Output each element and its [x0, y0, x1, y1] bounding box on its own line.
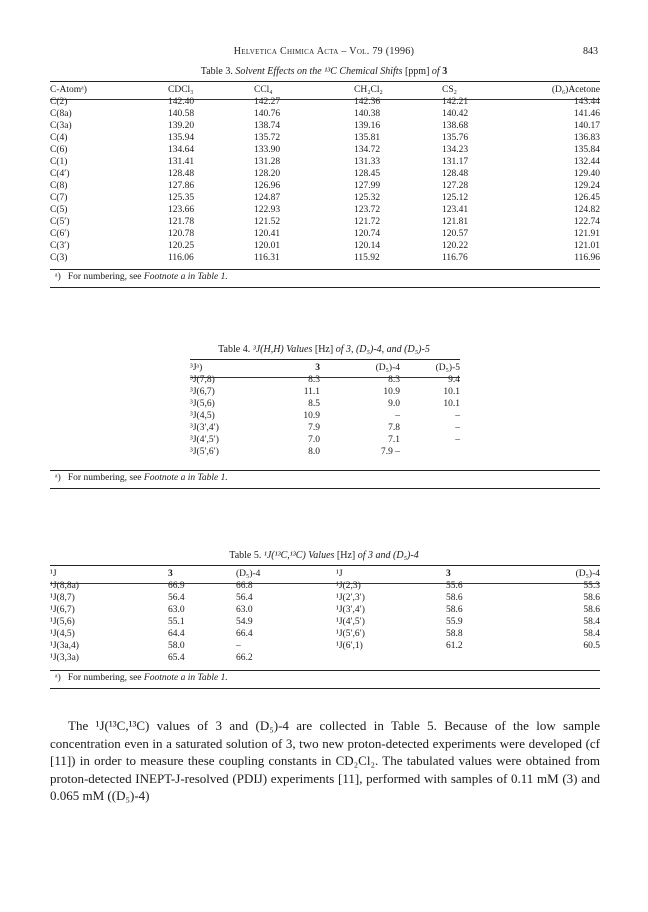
table-cell: ¹J(2′,3′) — [336, 593, 365, 603]
t3-h-acetone: (D₆)Acetone — [551, 85, 600, 95]
table-cell: 142.21 — [442, 97, 469, 107]
table-cell: C(2) — [50, 97, 68, 107]
table3-header-row — [50, 84, 600, 96]
table-cell: ¹J(6′,1) — [336, 641, 363, 651]
t3-h-cs2: CS₂ — [442, 85, 457, 95]
table-cell: 131.41 — [168, 157, 195, 167]
table-row — [190, 410, 460, 422]
table5-footnote: ᵃ) For numbering, see Footnote a in Table 1. — [55, 673, 228, 683]
table-cell: C(5) — [50, 205, 68, 215]
table-cell: 115.92 — [354, 253, 380, 263]
table3-top-rule — [50, 81, 600, 82]
table-row — [50, 592, 600, 604]
table-cell: ¹J(5′,6′) — [336, 629, 365, 639]
table-cell: 123.41 — [442, 205, 469, 215]
table-cell: 10.9 — [383, 387, 400, 397]
table-cell: 55.6 — [446, 581, 463, 591]
table-cell: 140.58 — [168, 109, 195, 119]
table-row — [190, 446, 460, 458]
table-row — [50, 192, 600, 204]
table-row — [50, 180, 600, 192]
table-row — [50, 580, 600, 592]
table-row — [190, 434, 460, 446]
table-cell: 124.87 — [254, 193, 281, 203]
table-cell: 66.9 — [168, 581, 185, 591]
table-cell: 131.17 — [442, 157, 469, 167]
t5-h-3-right: 3 — [446, 569, 451, 579]
table-cell: 116.06 — [168, 253, 194, 263]
table-cell: 66.4 — [236, 629, 253, 639]
table-row — [50, 156, 600, 168]
table-cell: C(4) — [50, 133, 68, 143]
table-cell: ³J(6,7) — [190, 387, 215, 397]
t3-h-ccl4: CCl₄ — [254, 85, 273, 95]
table-cell: 10.1 — [443, 399, 460, 409]
table4-footnote: ᵃ) For numbering, see Footnote a in Table 1. — [55, 473, 228, 483]
table-cell: 128.45 — [354, 169, 381, 179]
table-row — [50, 652, 600, 664]
table-cell: 55.3 — [583, 581, 600, 591]
table-cell: 125.35 — [168, 193, 195, 203]
t4-h-j: ³Jᵃ) — [190, 363, 203, 373]
table-cell: 58.6 — [583, 605, 600, 615]
table-cell: C(4′) — [50, 169, 70, 179]
table-cell: – — [455, 435, 460, 445]
table-cell: – — [395, 411, 400, 421]
table-cell — [446, 652, 528, 664]
table-cell: 135.72 — [254, 133, 281, 143]
table-cell: 120.74 — [354, 229, 381, 239]
t3-h-cdcl3: CDCl₃ — [168, 85, 194, 95]
table-cell — [400, 446, 460, 458]
t5-h-3-left: 3 — [168, 569, 173, 579]
table-cell: ³J(5′,6′) — [190, 447, 219, 457]
table-cell: 56.4 — [236, 593, 253, 603]
table-cell: ³J(5,6) — [190, 399, 215, 409]
table-cell: 134.23 — [442, 145, 469, 155]
table-cell: 126.45 — [573, 193, 600, 203]
table-cell: 122.93 — [254, 205, 281, 215]
body-paragraph: The ¹J(¹³C,¹³C) values of 3 and (D₅)-4 are collected in Table 5. Because of the low sample concentration even in a saturated solution of 3, two new proton-detected experiments were developed (cf [11]) in order to measure these coupling constants in CD₂Cl₂. The tabulated values were obtained from proton-detected INEPT-J-resolved (PDIJ) experiments [11], performed with samples of 0.11 mM (3) and 0.065 mM ((D₅)-4) — [50, 718, 600, 803]
table5-end-rule — [50, 688, 600, 689]
table-cell: ³J(4′,5′) — [190, 435, 219, 445]
table-cell: 138.74 — [254, 121, 281, 131]
table5-caption: Table 5. ¹J(¹³C,¹³C) Values [Hz] of 3 and (D₅)-4 — [229, 550, 419, 561]
table3-header-rule — [50, 99, 600, 100]
t3-h-ch2cl2: CH₂Cl₂ — [354, 85, 383, 95]
table-row — [50, 616, 600, 628]
table-cell: ¹J(6,7) — [50, 605, 75, 615]
t4-h-d5-5: (D₅)-5 — [435, 363, 460, 373]
table-cell: 65.4 — [168, 653, 185, 663]
table-cell: C(8a) — [50, 109, 72, 119]
table-row — [50, 108, 600, 120]
table-cell: ¹J(4,5) — [50, 629, 75, 639]
table-cell: 7.9 — [308, 423, 320, 433]
table-cell: – — [455, 423, 460, 433]
table-cell: 58.8 — [446, 629, 463, 639]
table-cell: C(1) — [50, 157, 68, 167]
table-row — [50, 252, 600, 264]
table4-end-rule — [50, 488, 600, 489]
table-cell: 10.9 — [303, 411, 320, 421]
running-header — [0, 46, 648, 60]
table-cell: 10.1 — [443, 387, 460, 397]
table-cell — [336, 652, 446, 664]
table-cell: 142.36 — [354, 97, 381, 107]
table4-header-rule — [190, 377, 460, 378]
table-cell: 140.76 — [254, 109, 281, 119]
table-row — [50, 228, 600, 240]
table-cell: C(5′) — [50, 217, 70, 227]
table-cell: 8.3 — [388, 375, 400, 385]
table-row — [50, 216, 600, 228]
table-cell: 139.16 — [354, 121, 381, 131]
table-cell: 121.78 — [168, 217, 195, 227]
table-cell: 11.1 — [303, 387, 320, 397]
table3-bottom-rule — [50, 269, 600, 270]
table-cell: 129.24 — [573, 181, 600, 191]
table-row — [50, 96, 600, 108]
table5-header-rule — [50, 583, 600, 584]
table-cell: 141.46 — [573, 109, 600, 119]
table-cell: 140.42 — [442, 109, 469, 119]
table-cell: C(6′) — [50, 229, 70, 239]
table-cell: 58.6 — [446, 593, 463, 603]
table-cell: 63.0 — [168, 605, 185, 615]
table-cell: 135.76 — [442, 133, 469, 143]
table-row — [50, 640, 600, 652]
table-cell: 120.41 — [254, 229, 281, 239]
table-cell: ¹J(2,3) — [336, 581, 361, 591]
table-row — [190, 374, 460, 386]
table-cell: 123.66 — [168, 205, 195, 215]
table-cell: 134.72 — [354, 145, 381, 155]
table-cell: 143.44 — [573, 97, 600, 107]
table-cell: 7.9 – — [381, 447, 400, 457]
table-cell: 55.1 — [168, 617, 185, 627]
table-cell: 120.01 — [254, 241, 281, 251]
table-cell: ¹J(5,6) — [50, 617, 75, 627]
table-cell: C(3′) — [50, 241, 70, 251]
table-cell: 134.64 — [168, 145, 195, 155]
table5-bottom-rule — [50, 670, 600, 671]
table-cell: 131.28 — [254, 157, 281, 167]
t5-h-d5-4-left: (D₅)-4 — [236, 569, 261, 579]
t5-h-d5-4-right: (D₅)-4 — [575, 569, 600, 579]
table-cell: C(3a) — [50, 121, 72, 131]
t3-h-catom: C-Atomᵃ) — [50, 85, 87, 95]
table-cell: 7.8 — [388, 423, 400, 433]
table-cell: 138.68 — [442, 121, 469, 131]
table-cell: – — [236, 641, 241, 651]
table-cell: 121.52 — [254, 217, 281, 227]
table-cell: 58.0 — [168, 641, 185, 651]
table4-header-row — [190, 362, 460, 374]
journal-title: Helvetica Chimica Acta – Vol. 79 (1996) — [233, 46, 415, 57]
page-number: 843 — [583, 46, 598, 57]
t4-h-d5-4: (D₅)-4 — [375, 363, 400, 373]
table-row — [190, 398, 460, 410]
table-cell: C(3) — [50, 253, 68, 263]
table-cell: 120.78 — [168, 229, 195, 239]
table-cell: 64.4 — [168, 629, 185, 639]
table-cell: 135.94 — [168, 133, 195, 143]
table-cell: 116.76 — [442, 253, 468, 263]
table-cell: 139.20 — [168, 121, 195, 131]
table-cell: 131.33 — [354, 157, 381, 167]
table-cell: ³J(7,8) — [190, 375, 215, 385]
table-row — [190, 386, 460, 398]
table-cell: 8.3 — [308, 375, 320, 385]
table-row — [50, 204, 600, 216]
table-row — [50, 168, 600, 180]
table-cell: 120.22 — [442, 241, 469, 251]
t4-h-3: 3 — [315, 363, 320, 373]
table4-top-rule — [190, 359, 460, 360]
table4-caption: Table 4. ³J(H,H) Values [Hz] of 3, (D₅)-4, and (D₅)-5 — [218, 344, 430, 355]
table-cell: 58.4 — [583, 617, 600, 627]
table-cell: 121.01 — [573, 241, 600, 251]
table-cell: 55.9 — [446, 617, 463, 627]
table-cell: ¹J(8,7) — [50, 593, 75, 603]
table-row — [50, 604, 600, 616]
table-cell: 121.72 — [354, 217, 381, 227]
table3-end-rule — [50, 287, 600, 288]
table-cell: 124.82 — [573, 205, 600, 215]
table-cell — [528, 652, 600, 664]
table-row — [50, 144, 600, 156]
table-cell: 133.90 — [254, 145, 281, 155]
table-cell: ³J(3′,4′) — [190, 423, 219, 433]
t5-h-j-right: ¹J — [336, 569, 343, 579]
table-cell: 142.27 — [254, 97, 281, 107]
table-cell: 121.81 — [442, 217, 469, 227]
table-cell: 66.8 — [236, 581, 253, 591]
table-cell: 9.4 — [448, 375, 460, 385]
table-cell: ¹J(3,3a) — [50, 653, 79, 663]
table5-top-rule — [50, 565, 600, 566]
table-cell: 58.4 — [583, 629, 600, 639]
table-cell: ¹J(8,8a) — [50, 581, 79, 591]
table3-caption: Table 3. Solvent Effects on the ¹³C Chemical Shifts [ppm] of 3 — [200, 66, 448, 77]
table-cell: 128.48 — [442, 169, 469, 179]
table-cell: 129.40 — [573, 169, 600, 179]
table-cell: 135.84 — [573, 145, 600, 155]
table-cell: 135.81 — [354, 133, 381, 143]
table-row — [190, 422, 460, 434]
table-row — [50, 240, 600, 252]
table-cell: 58.6 — [446, 605, 463, 615]
table-cell: ¹J(3′,4′) — [336, 605, 365, 615]
table-cell: C(7) — [50, 193, 68, 203]
table-cell: 140.17 — [573, 121, 600, 131]
table-row — [50, 628, 600, 640]
table5-header-row — [50, 568, 600, 580]
table-cell: 8.5 — [308, 399, 320, 409]
table-cell: 122.74 — [573, 217, 600, 227]
table-cell: 7.1 — [388, 435, 400, 445]
table-cell: ³J(4,5) — [190, 411, 215, 421]
table-cell: ¹J(4′,5′) — [336, 617, 365, 627]
table-cell: 123.72 — [354, 205, 381, 215]
table-cell: 56.4 — [168, 593, 185, 603]
table-cell: 121.91 — [573, 229, 600, 239]
table-cell: 127.86 — [168, 181, 195, 191]
table-cell: 127.99 — [354, 181, 381, 191]
table-cell: C(6) — [50, 145, 68, 155]
table-cell: 127.28 — [442, 181, 469, 191]
table3-footnote: ᵃ) For numbering, see Footnote a in Table 1. — [55, 272, 228, 282]
table4-bottom-rule — [50, 470, 600, 471]
table-cell: 120.14 — [354, 241, 381, 251]
table-cell: – — [455, 411, 460, 421]
table-cell: 8.0 — [308, 447, 320, 457]
t5-h-j-left: ¹J — [50, 569, 57, 579]
table-cell: 7.0 — [308, 435, 320, 445]
table-cell: 126.96 — [254, 181, 281, 191]
table-cell: 66.2 — [236, 653, 253, 663]
table-cell: 120.57 — [442, 229, 469, 239]
table-cell: 54.9 — [236, 617, 253, 627]
table3 — [50, 84, 600, 264]
table-cell: 142.40 — [168, 97, 195, 107]
table-cell: 116.31 — [254, 253, 280, 263]
table-cell: C(8) — [50, 181, 68, 191]
table-cell: 61.2 — [446, 641, 463, 651]
table-cell: ¹J(3a,4) — [50, 641, 79, 651]
table-cell: 132.44 — [573, 157, 600, 167]
table-row — [50, 132, 600, 144]
table-row — [50, 120, 600, 132]
table-cell: 58.6 — [583, 593, 600, 603]
table-cell: 125.32 — [354, 193, 381, 203]
table-cell: 9.0 — [388, 399, 400, 409]
table-cell: 128.20 — [254, 169, 281, 179]
table-cell: 120.25 — [168, 241, 195, 251]
table-cell: 60.5 — [583, 641, 600, 651]
table-cell: 116.96 — [574, 253, 600, 263]
table-cell: 63.0 — [236, 605, 253, 615]
table-cell: 140.38 — [354, 109, 381, 119]
table-cell: 125.12 — [442, 193, 469, 203]
table-cell: 128.48 — [168, 169, 195, 179]
table-cell: 136.83 — [573, 133, 600, 143]
